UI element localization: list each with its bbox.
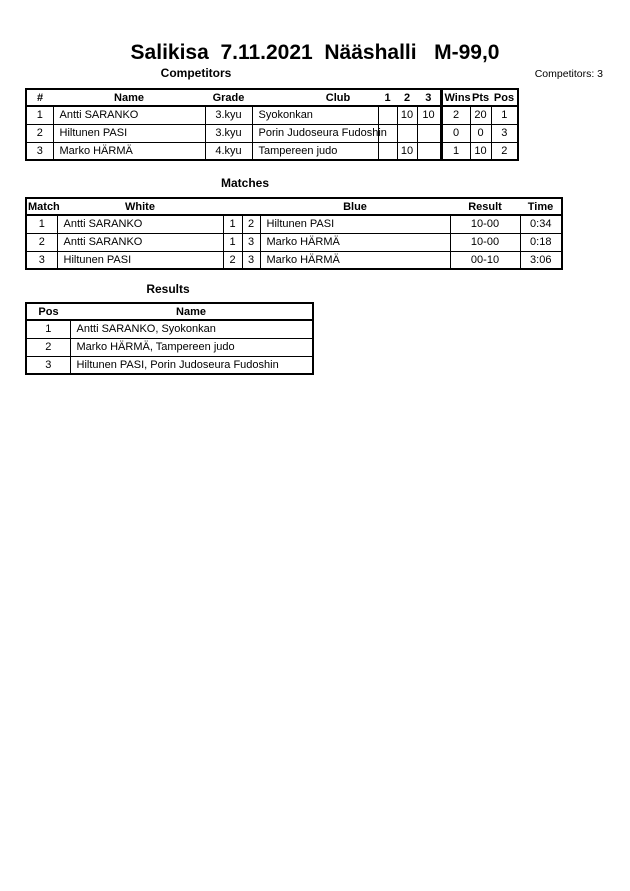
match-blue-cell: Hiltunen PASI	[260, 215, 450, 233]
match-time-cell: 0:18	[520, 233, 562, 251]
competitor-round3-cell: 10	[417, 106, 441, 124]
match-blue-num-cell: 3	[242, 251, 260, 269]
competitor-name-cell: Marko HÄRMÄ	[53, 142, 205, 160]
match-blue-num-cell: 3	[242, 233, 260, 251]
results-table	[25, 302, 314, 375]
match-num-cell: 1	[26, 215, 57, 233]
match-white-cell: Antti SARANKO	[57, 233, 223, 251]
matches-col-white: White	[57, 198, 223, 215]
result-pos-cell: 3	[26, 356, 70, 374]
competitor-round2-cell: 10	[397, 142, 417, 160]
competitor-club-cell: Syokonkan	[252, 106, 378, 124]
match-result-cell: 00-10	[450, 251, 520, 269]
results-section-title: Results	[146, 282, 190, 296]
results-col-name: Name	[70, 303, 313, 320]
competitor-wins-cell: 1	[441, 142, 470, 160]
competitor-wins-cell: 0	[441, 124, 470, 142]
competitor-name-cell: Antti SARANKO	[53, 106, 205, 124]
competitor-round2-cell: 10	[397, 106, 417, 124]
result-name-cell: Marko HÄRMÄ, Tampereen judo	[70, 338, 313, 356]
competitors-col-round1: 1	[378, 89, 397, 106]
results-col-pos: Pos	[26, 303, 70, 320]
competitor-grade-cell: 3.kyu	[205, 124, 252, 142]
competitor-pts-cell: 10	[470, 142, 491, 160]
result-row	[26, 320, 313, 338]
matches-section-title: Matches	[220, 176, 270, 190]
competitors-section-title: Competitors	[160, 66, 232, 80]
competitor-round3-cell	[417, 124, 441, 142]
match-blue-cell: Marko HÄRMÄ	[260, 251, 450, 269]
match-row	[26, 251, 562, 269]
result-row	[26, 356, 313, 374]
competitor-name-cell: Hiltunen PASI	[53, 124, 205, 142]
competitors-header-row	[26, 89, 518, 106]
match-num-cell: 2	[26, 233, 57, 251]
result-name-cell: Hiltunen PASI, Porin Judoseura Fudoshin	[70, 356, 313, 374]
matches-table	[25, 197, 563, 270]
competitors-count-label: Competitors: 3	[534, 68, 603, 80]
competitors-col-pts: Pts	[470, 89, 491, 106]
competitor-row	[26, 124, 518, 142]
competitors-col-wins: Wins	[441, 89, 470, 106]
competitor-pts-cell: 20	[470, 106, 491, 124]
match-blue-num-cell: 2	[242, 215, 260, 233]
competitor-num-cell: 3	[26, 142, 53, 160]
result-name-cell: Antti SARANKO, Syokonkan	[70, 320, 313, 338]
match-row	[26, 233, 562, 251]
matches-col-time: Time	[520, 198, 562, 215]
match-row	[26, 215, 562, 233]
match-white-cell: Antti SARANKO	[57, 215, 223, 233]
match-white-num-cell: 1	[223, 233, 242, 251]
competitors-col-round2: 2	[397, 89, 417, 106]
competitor-grade-cell: 3.kyu	[205, 106, 252, 124]
match-num-cell: 3	[26, 251, 57, 269]
report-title: Salikisa 7.11.2021 Nääshalli M-99,0	[130, 41, 500, 64]
competitor-club-cell: Tampereen judo	[252, 142, 378, 160]
match-white-num-cell: 1	[223, 215, 242, 233]
competitor-pos-cell: 2	[491, 142, 518, 160]
matches-col-blue-num	[242, 198, 260, 215]
result-pos-cell: 1	[26, 320, 70, 338]
competitor-pos-cell: 1	[491, 106, 518, 124]
match-white-cell: Hiltunen PASI	[57, 251, 223, 269]
competitor-row	[26, 142, 518, 160]
competitors-col-grade: Grade	[205, 89, 252, 106]
matches-col-match: Match	[26, 198, 57, 215]
competitor-num-cell: 1	[26, 106, 53, 124]
competitors-col-club: Club	[252, 89, 378, 106]
competitors-col-name: Name	[53, 89, 205, 106]
competitor-row	[26, 106, 518, 124]
competitor-grade-cell: 4.kyu	[205, 142, 252, 160]
matches-header-row	[26, 198, 562, 215]
match-blue-cell: Marko HÄRMÄ	[260, 233, 450, 251]
match-time-cell: 3:06	[520, 251, 562, 269]
result-pos-cell: 2	[26, 338, 70, 356]
competitors-table	[25, 88, 519, 161]
results-header-row	[26, 303, 313, 320]
competitor-round3-cell	[417, 142, 441, 160]
result-row	[26, 338, 313, 356]
competitor-pts-cell: 0	[470, 124, 491, 142]
competitors-col-round3: 3	[417, 89, 441, 106]
competitor-wins-cell: 2	[441, 106, 470, 124]
competitor-num-cell: 2	[26, 124, 53, 142]
match-time-cell: 0:34	[520, 215, 562, 233]
matches-col-result: Result	[450, 198, 520, 215]
competitor-pos-cell: 3	[491, 124, 518, 142]
match-white-num-cell: 2	[223, 251, 242, 269]
matches-col-blue: Blue	[260, 198, 450, 215]
competitors-col-num: #	[26, 89, 53, 106]
competitor-round1-cell	[378, 106, 397, 124]
matches-col-white-num	[223, 198, 242, 215]
competitor-round1-cell	[378, 142, 397, 160]
match-result-cell: 10-00	[450, 233, 520, 251]
competitor-round2-cell	[397, 124, 417, 142]
competitors-col-pos: Pos	[491, 89, 518, 106]
competitor-club-cell: Porin Judoseura Fudoshin	[252, 124, 378, 142]
match-result-cell: 10-00	[450, 215, 520, 233]
